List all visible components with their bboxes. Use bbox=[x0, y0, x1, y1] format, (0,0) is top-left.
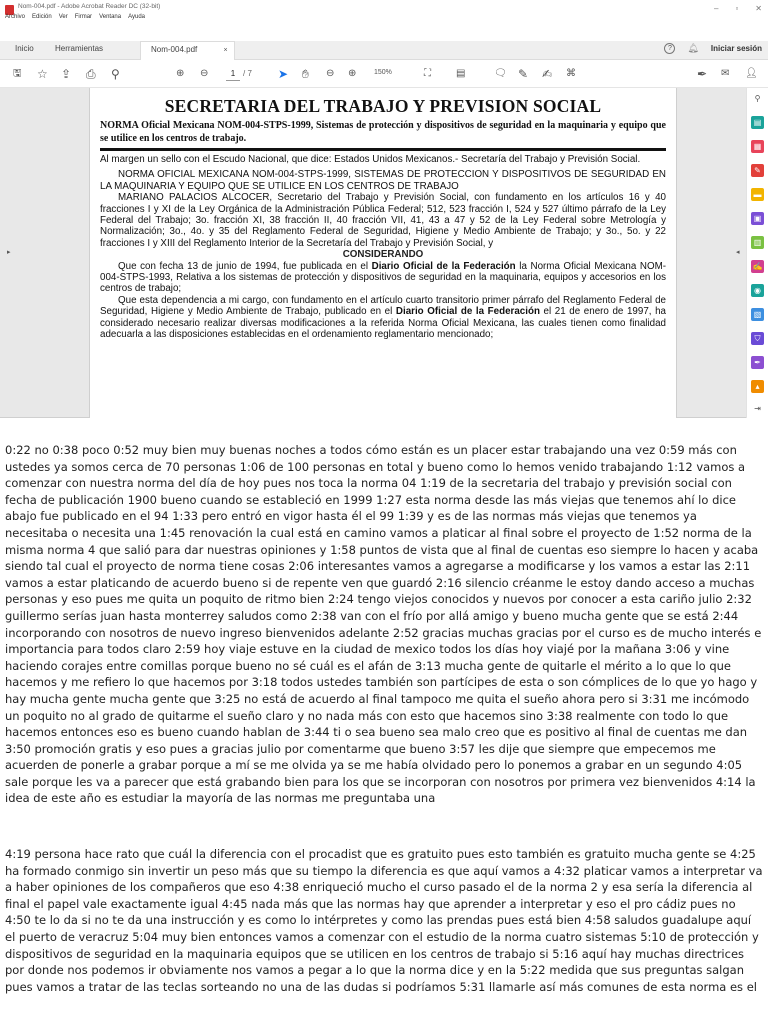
paragraph-fundamento: MARIANO PALACIOS ALCOCER, Secretario del Trabajo y Previsión Social, con fundamento en los artículos 16 y 40 fracciones I y XI de la Ley Orgánica de la Administración Pública Federal; 512, 523 fracción I, 524 y 527 último párrafo de la Ley Federal del Trabajo; 3o. fracción XI, 38 fracción II, 40 fracción VII, 41, 43 a 47 y 52 de la Ley Federal sobre Metrología y Normalización; 3o., 4o. y 35 del Reglamento Federal de Seguridad, Higiene y Medio Ambiente de Trabajo; y 3o., 5o. y 22 fracciones I y XIII del Reglamento Interior de la Secretaría del Trabajo y Previsión Social, y bbox=[100, 192, 666, 249]
menu-ayuda[interactable]: Ayuda bbox=[128, 14, 145, 20]
window-controls bbox=[714, 4, 762, 13]
comment-icon[interactable]: 🗨︎ bbox=[494, 68, 507, 79]
video-transcript bbox=[5, 442, 763, 995]
edit-pdf-icon[interactable]: ✎ bbox=[751, 164, 764, 177]
email-icon[interactable]: ✉ bbox=[721, 68, 730, 79]
paragraph-considerando-1 bbox=[100, 261, 666, 295]
zoom-search-icon[interactable]: ⚲ bbox=[111, 67, 120, 81]
menu-firmar[interactable]: Firmar bbox=[74, 14, 93, 20]
send-signature-icon[interactable]: ✒ bbox=[751, 356, 764, 369]
document-title: SECRETARIA DEL TRABAJO Y PREVISION SOCIAL bbox=[164, 96, 602, 116]
maximize-button[interactable]: ▫ bbox=[735, 4, 739, 13]
zoom-in-icon[interactable]: ⊕ bbox=[348, 68, 357, 79]
collapse-left-icon[interactable]: ▸ bbox=[7, 249, 11, 256]
text-run: el 21 de enero de 1997, ha considerado necesario realizar diversas modificaciones a la referida Norma Oficial Mexicana, las cuales tienen como finalidad adecuarla a las disposiciones establecidas en el ordenamiento reglamentario mencionado; bbox=[100, 306, 666, 341]
comment-panel-icon[interactable]: ▬ bbox=[751, 188, 764, 201]
combine-files-icon[interactable]: ▣ bbox=[751, 212, 764, 225]
help-icon[interactable]: ? bbox=[664, 43, 675, 54]
scan-icon[interactable]: ◉ bbox=[751, 284, 764, 297]
fit-page-icon[interactable]: ⛶ bbox=[424, 68, 431, 79]
menu-bar bbox=[5, 14, 145, 20]
tab-herramientas[interactable]: Herramientas bbox=[55, 44, 104, 53]
fill-sign-icon[interactable]: ✍ bbox=[752, 262, 763, 271]
stamp-icon[interactable]: ⌘ bbox=[566, 68, 576, 79]
more-tools-icon[interactable]: ▴ bbox=[751, 380, 764, 393]
page-up-icon[interactable]: ⊕ bbox=[176, 68, 185, 79]
transcript-paragraph-1: 0:22 no 0:38 poco 0:52 muy bien muy buenas noches a todos cómo están es un placer estar trabajando una vez 0:59 más con ustedes ya somos cerca de 70 personas 1:06 de 100 personas en total y bueno como lo hemos venido trabajando 1:12 vamos a comenzar con nuestra norma del día de hoy pues nos toca la norma 04 1:19 de la secretaria del trabajo y previsión social con fecha de publicación 1900 bueno cuando se estableció en 1999 1:27 esta norma desde las más viejas que tenemos ahí lo dice abajo fue publicado en el 94 1:33 pero entró en vigor hasta él el 99 1:39 y es de las normas más viejas que tenemos ya necesitaba o necesita una 1:45 renovación la cual está en camino vamos a platicar al final sobre el proyecto de 1:52 norma de la misma norma 4 que salió para dar nuestras opiniones y 1:58 puntos de vista que al final de cuentas eso siempre lo hacen y acaba siendo tal cual el proyecto de norma tiene cosas 2:06 interesantes vamos a agregarse a modificarse y los vamos a estar las 2:11 vamos a estar platicando de acuerdo bueno si de repente ven que guardó 2:16 silencio créanme le estoy dando acceso a muchas personas y eso pues me quita un poquito de ritmo bien 2:24 tengo viejos conocidos y nuevos por conocer a esta cariño julio 2:32 guillermo serías juan hasta monterrey saludos como 2:38 van con el frío por allá amigo y bueno mucha gente que se está 2:44 incorporando con nosotros de nuevo ingreso bienvenidos adelante 2:52 gracias muchas gracias por el curso es de mucho interés e importancia para todos claro 2:59 hoy viaje estuve en la ciudad de mexico todos los días hoy viajé por la mañana 3:06 y vine haciendo corajes entre comillas porque bueno no sé cuál es el afán de 3:13 mucha gente de quitarle el mérito a lo que lo que hacemos y me refiero lo que hacemos por 3:18 todos ustedes también son partícipes de esta o son cómplices de lo que yo hago y hay mucha gente mucha gente que 3:25 no está de acuerdo al final tampoco me quita el sueño ahora pero si 3:31 me incómodo un poquito no al grado de quitarme el sueño claro y no nada más con esto que hacemos sino 3:38 realmente con todo lo que hacemos entonces eso es bueno cuando hablan de 3:44 ti o sea bueno sea malo creo que es positivo al final de cuentas me dan 3:50 promoción gratis y eso pues a gracias julio por comentarme que bueno 3:57 les dije que siempre que empecemos me acuerden de ponerle a grabar porque a mí se me olvida ya se me había olvidado pero lo ponemos a grabar en un segundo 4:05 sale porque les va a parecer que está grabando bien para los que se incorporan con nosotros por primera vez bienvenidos 4:14 la idea de este año es estudiar la mayoría de las normas me preguntaba una bbox=[5, 443, 762, 806]
paragraph-norma-title: NORMA OFICIAL MEXICANA NOM-004-STPS-1999, SISTEMAS DE PROTECCION Y DISPOSITIVOS DE SEGURIDAD EN LA MAQUINARIA Y EQUIPO QUE SE UTILICE EN LOS CENTROS DE TRABAJO bbox=[100, 169, 666, 192]
pdf-page bbox=[89, 88, 677, 418]
save-icon[interactable]: 🖫 bbox=[13, 68, 22, 79]
signin-button[interactable]: Iniciar sesión bbox=[710, 44, 762, 53]
dof-bold: Diario Oficial de la Federación bbox=[395, 306, 540, 318]
menu-archivo[interactable]: Archivo bbox=[5, 14, 26, 20]
transcript-paragraph-2: 4:19 persona hace rato que cuál la diferencia con el procadist que es gratuito pues esto también es gratuito mucha gente se 4:25 ha formado conmigo sin invertir un peso más que su tiempo la diferencia es que aquí vamos a 4:32 platicar vamos a interpretar va a haber opiniones de los compañeros que eso 4:38 enriqueció mucho el curso pasado el de la norma 2 y esa sería la diferencia al final el papel vale exactamente igual 4:45 nada más que las normas hay que aprender a interpretar y eso el pro cádiz pues no 4:50 te lo da si no te da una instrucción y es como lo intérpretes y como las prendas pues está bien 4:58 saludos guadalupe aquí el puerto de veracruz 5:04 muy bien entonces vamos a comenzar con el estudio de la norma cuatro sistemas 5:10 de protección y dispositivos de seguridad en la maquinaria equipos que se utilicen en los centros de trabajo si 5:16 aquí hay muchas directrices por donde nos podemos ir obviamente nos vamos a pegar a lo que la norma dice y en la 5:22 medida que sus preguntas salgan pues vamos a tratar de las teclas sorteando no una de las dudas si podríamos 5:31 llamarle así más comunes de esta norma es el bbox=[5, 847, 763, 994]
menu-ver[interactable]: Ver bbox=[58, 14, 68, 20]
expand-panel-icon[interactable]: ⇥ bbox=[754, 404, 761, 413]
paragraph-sello: Al margen un sello con el Escudo Nacional, que dice: Estados Unidos Mexicanos.- Secretaría del Trabajo y Previsión Social. bbox=[100, 154, 641, 165]
tab-inicio[interactable]: Inicio bbox=[15, 44, 34, 53]
star-icon[interactable]: ☆ bbox=[37, 67, 48, 81]
collapse-right-icon[interactable]: ◂ bbox=[736, 249, 740, 256]
norma-heading: NORMA Oficial Mexicana NOM-004-STPS-1999, Sistemas de protección y dispositivos de seguridad en la maquinaria y equipo que se utilice en los centros de trabajo. bbox=[100, 120, 666, 144]
tab-bar bbox=[0, 41, 768, 60]
tab-close-icon[interactable]: × bbox=[223, 47, 228, 54]
paragraph-considerando-2 bbox=[100, 295, 666, 341]
zoom-level-dropdown[interactable]: 150% bbox=[374, 69, 392, 76]
share-user-icon[interactable]: 👤︎ bbox=[745, 68, 758, 79]
sign-icon[interactable]: ✒︎ bbox=[697, 67, 708, 81]
select-cursor-icon[interactable]: ➤ bbox=[278, 67, 289, 81]
cloud-upload-icon[interactable]: ⇪ bbox=[61, 67, 72, 81]
text-run: Que esta dependencia a mi cargo, con fundamento en el artículo cuarto transitorio primer párrafo del Reglamento Federal de Seguridad, Higiene y Medio Ambiente de Trabajo, publicado en el bbox=[100, 294, 666, 318]
text-run: Que con fecha 13 de junio de 1994, fue publicada en el bbox=[118, 260, 372, 272]
print-icon[interactable]: ⎙ bbox=[86, 67, 96, 81]
create-pdf-icon[interactable]: ▦ bbox=[751, 140, 764, 153]
tab-document-label: Nom-004.pdf bbox=[151, 45, 198, 54]
search-panel-icon[interactable]: ⚲ bbox=[754, 94, 761, 103]
organize-pages-icon[interactable]: ▥ bbox=[751, 236, 764, 249]
window-titlebar bbox=[0, 0, 768, 32]
bell-icon[interactable]: 🔔︎ bbox=[687, 43, 699, 53]
close-window-button[interactable]: ✕ bbox=[755, 4, 762, 13]
compress-icon[interactable]: ▧ bbox=[751, 308, 764, 321]
text-run: la Norma Oficial Mexicana NOM-004-STPS-1993, Relativa a los sistemas de protección y dispositivos de seguridad en la maquinaria, equipos y accesorios en los centros de trabajo; bbox=[100, 260, 667, 295]
heading-rule bbox=[100, 148, 666, 151]
scroll-mode-icon[interactable]: ▤ bbox=[456, 68, 466, 79]
pen-icon[interactable]: ✎ bbox=[518, 67, 529, 81]
tab-bar-actions bbox=[664, 43, 762, 54]
highlight-icon[interactable]: ✍︎ bbox=[542, 67, 553, 81]
page-down-icon[interactable]: ⊖ bbox=[200, 68, 209, 79]
tab-document[interactable] bbox=[140, 41, 235, 60]
zoom-out-icon[interactable]: ⊖ bbox=[326, 68, 335, 79]
menu-ventana[interactable]: Ventana bbox=[99, 14, 122, 20]
protect-icon[interactable]: ⛉ bbox=[751, 332, 764, 345]
page-total: / 7 bbox=[243, 69, 252, 78]
minimize-button[interactable]: – bbox=[714, 4, 719, 13]
export-pdf-icon[interactable]: ▤ bbox=[751, 116, 764, 129]
dof-bold: Diario Oficial de la Federación bbox=[371, 260, 516, 272]
toolbar bbox=[0, 61, 768, 88]
document-viewer[interactable] bbox=[0, 88, 768, 418]
window-title: Nom-004.pdf - Adobe Acrobat Reader DC (32-bit) bbox=[18, 3, 161, 10]
right-tools-panel bbox=[746, 88, 768, 418]
page-number-input[interactable]: 1 bbox=[226, 67, 240, 81]
considerando-heading: CONSIDERANDO bbox=[342, 249, 424, 261]
menu-edicion[interactable]: Edición bbox=[32, 14, 52, 20]
hand-tool-icon[interactable]: ✋︎ bbox=[302, 67, 309, 81]
